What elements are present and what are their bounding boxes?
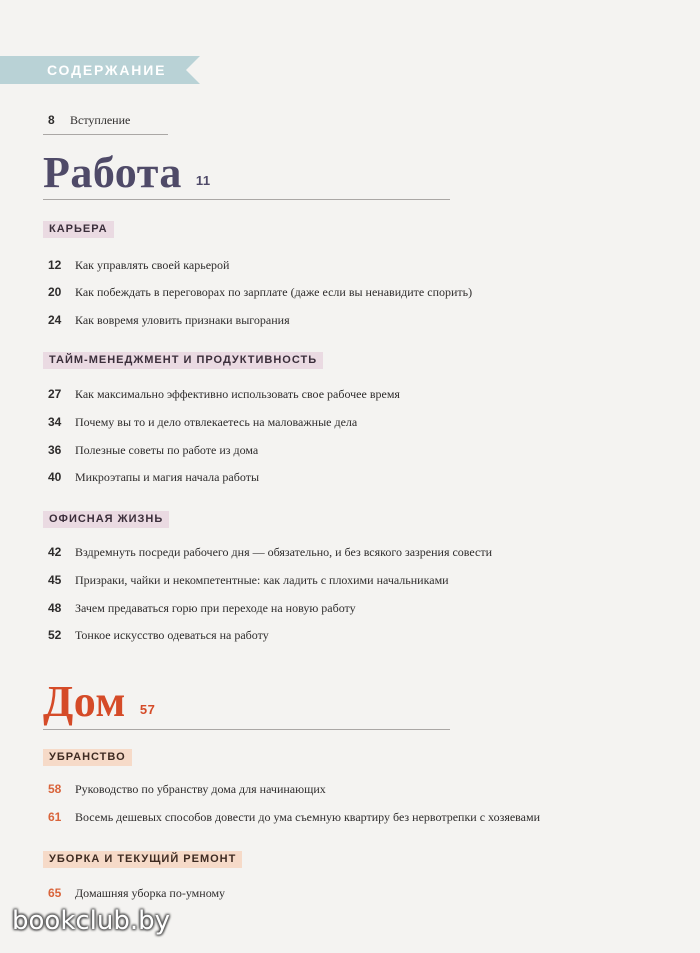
entry-page-number: 12 xyxy=(48,258,62,272)
entry-page-number: 61 xyxy=(48,810,62,824)
entry-page-number: 65 xyxy=(48,886,62,900)
toc-entry xyxy=(48,443,258,458)
section-page-number: 11 xyxy=(195,173,211,188)
section-title-text: Дом xyxy=(43,677,126,726)
entry-page-number: 58 xyxy=(48,782,62,796)
category-decor: УБРАНСТВО xyxy=(43,749,132,766)
entry-page-number: 52 xyxy=(48,628,62,642)
entry-page-number: 20 xyxy=(48,285,62,299)
entry-title: Микроэтапы и магия начала работы xyxy=(75,470,260,484)
entry-title: Тонкое искусство одеваться на работу xyxy=(75,628,269,642)
category-career: КАРЬЕРА xyxy=(43,221,114,238)
entry-title: Восемь дешевых способов довести до ума съемную квартиру без нервотрепки с хозяевами xyxy=(75,810,541,824)
section-title-text: Работа xyxy=(43,148,182,197)
toc-entry xyxy=(48,601,356,616)
toc-entry xyxy=(48,886,225,901)
entry-title: Зачем предаваться горю при переходе на новую работу xyxy=(75,601,356,615)
entry-title: Вздремнуть посреди рабочего дня — обязательно, и без всякого зазрения совести xyxy=(75,545,493,559)
toc-entry xyxy=(48,387,400,402)
toc-entry xyxy=(48,545,492,560)
contents-heading: СОДЕРЖАНИЕ xyxy=(47,62,167,78)
toc-entry xyxy=(48,573,449,588)
entry-page-number: 34 xyxy=(48,415,62,429)
entry-title: Как побеждать в переговорах по зарплате (даже если вы ненавидите спорить) xyxy=(75,285,473,299)
entry-title: Призраки, чайки и некомпетентные: как ладить с плохими начальниками xyxy=(75,573,449,587)
entry-title: Почему вы то и дело отвлекаетесь на маловажные дела xyxy=(75,415,358,429)
toc-entry xyxy=(48,313,290,328)
section-divider xyxy=(43,729,450,730)
entry-page-number: 36 xyxy=(48,443,62,457)
entry-title: Как максимально эффективно использовать свое рабочее время xyxy=(75,387,400,401)
toc-entry xyxy=(48,810,540,825)
section-page-number: 57 xyxy=(139,702,156,717)
toc-entry xyxy=(48,782,326,797)
entry-title: Домашняя уборка по-умному xyxy=(75,886,226,900)
entry-title: Полезные советы по работе из дома xyxy=(75,443,259,457)
entry-page-number: 40 xyxy=(48,470,62,484)
section-title-rabota xyxy=(43,147,211,198)
section-divider xyxy=(43,199,450,200)
entry-title: Руководство по убранству дома для начинающих xyxy=(75,782,326,796)
toc-entry xyxy=(48,258,229,273)
entry-title: Как управлять своей карьерой xyxy=(75,258,230,272)
section-title-dom xyxy=(43,676,155,727)
entry-page-number: 24 xyxy=(48,313,62,327)
intro-divider xyxy=(43,134,168,135)
category-time-management: ТАЙМ-МЕНЕДЖМЕНТ И ПРОДУКТИВНОСТЬ xyxy=(43,352,323,369)
toc-entry xyxy=(48,415,357,430)
entry-page-number: 45 xyxy=(48,573,62,587)
intro-entry xyxy=(48,113,130,128)
toc-entry xyxy=(48,470,259,485)
category-office-life: ОФИСНАЯ ЖИЗНЬ xyxy=(43,511,169,528)
entry-page-number: 42 xyxy=(48,545,62,559)
entry-page-number: 48 xyxy=(48,601,62,615)
intro-page-number: 8 xyxy=(48,113,55,127)
intro-title: Вступление xyxy=(70,113,131,127)
bookclub-watermark: bookclub.by xyxy=(12,906,171,936)
entry-title: Как вовремя уловить признаки выгорания xyxy=(75,313,290,327)
toc-entry xyxy=(48,628,269,643)
toc-entry xyxy=(48,285,472,300)
category-cleaning-repair: УБОРКА И ТЕКУЩИЙ РЕМОНТ xyxy=(43,851,242,868)
entry-page-number: 27 xyxy=(48,387,62,401)
